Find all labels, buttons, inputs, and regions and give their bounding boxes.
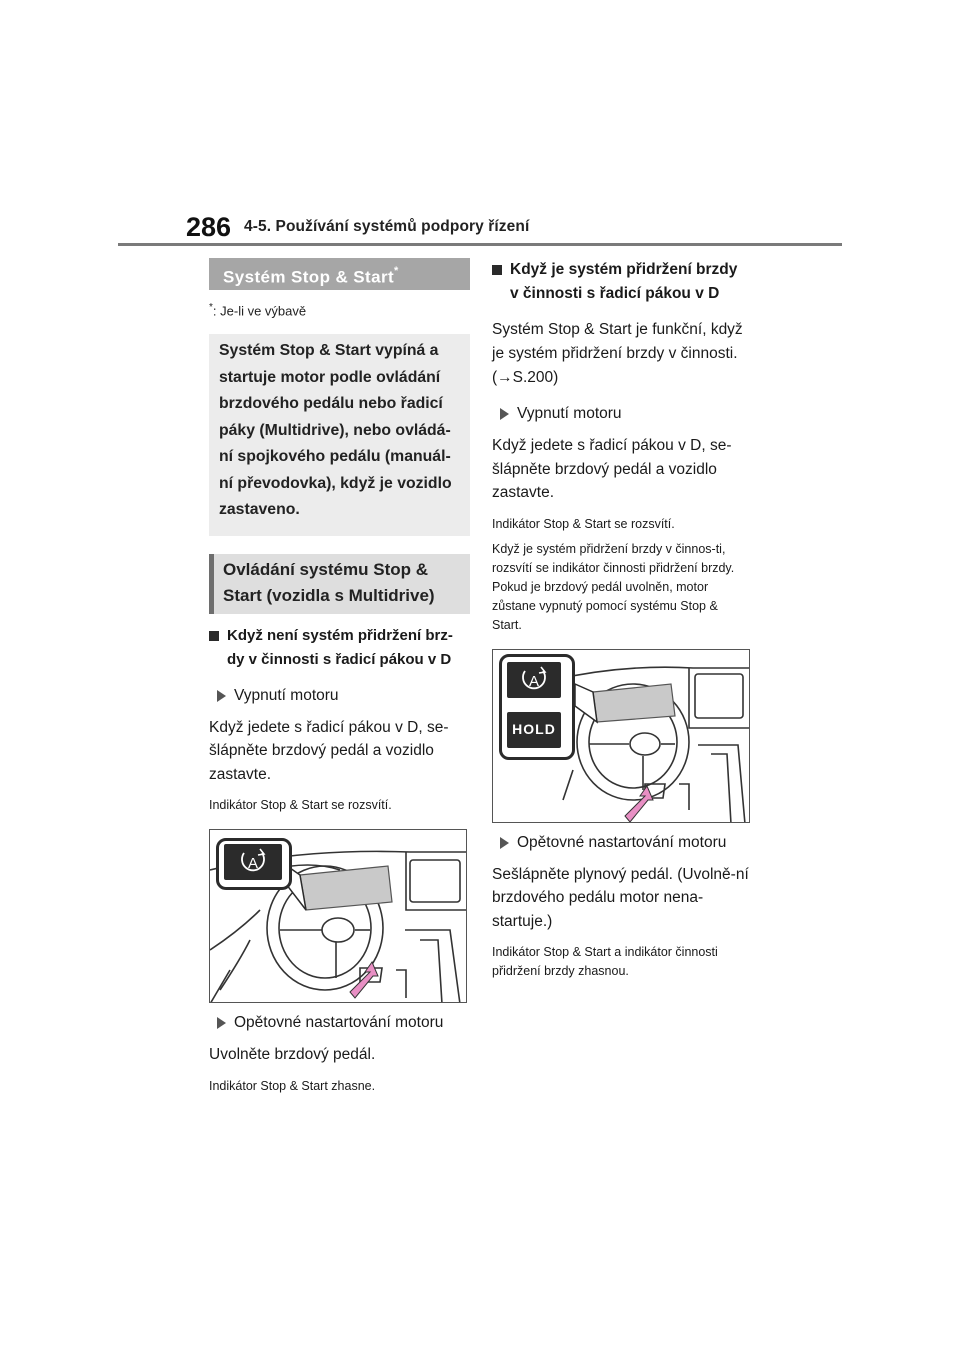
right-column bbox=[492, 258, 750, 981]
triangle-bullet-icon bbox=[500, 408, 509, 420]
stop-start-a-icon bbox=[224, 844, 282, 880]
dashboard-illustration bbox=[209, 829, 467, 1003]
sub-heading: Ovládání systému Stop & Start (vozidla s Multidrive) bbox=[209, 554, 470, 614]
step-label: Vypnutí motoru bbox=[234, 686, 339, 704]
step-engine-off bbox=[492, 402, 750, 426]
triangle-bullet-icon bbox=[217, 1017, 226, 1029]
step-text: Když jedete s řadicí pákou v D, se-šlápněte brzdový pedál a vozidlo zastavte. bbox=[209, 718, 449, 783]
topic-heading-mark: * bbox=[394, 265, 399, 277]
triangle-bullet-icon bbox=[500, 837, 509, 849]
dashboard-hold-illustration bbox=[492, 649, 750, 823]
intro-box: Systém Stop & Start vypíná a startuje motor podle ovládání brzdového pedálu nebo řadicí páky (Multidrive), nebo ovládá-ní spojkového pedálu (manuál-ní převodovka), když je vozidlo zastaveno. bbox=[209, 334, 470, 536]
square-bullet-icon bbox=[492, 265, 502, 275]
header-rule bbox=[118, 243, 842, 246]
topic-heading-text: Systém Stop & Start bbox=[223, 267, 395, 287]
brake-hold-indicator bbox=[507, 712, 561, 748]
hold-label: HOLD bbox=[512, 720, 556, 737]
case-heading-text: Když je systém přidržení brzdy v činnosti s řadicí pákou v D bbox=[510, 261, 738, 302]
case-text: Systém Stop & Start je funkční, když je systém přidržení brzdy v činnosti. (→S.200) bbox=[492, 321, 743, 386]
case-heading bbox=[209, 624, 470, 672]
step-text: Sešlápněte plynový pedál. (Uvolně-ní brzdového pedálu motor nena-startuje.) bbox=[492, 865, 749, 930]
stop-start-indicator bbox=[224, 844, 282, 880]
case-heading-text: Když není systém přidržení brz-dy v činnosti s řadicí pákou v D bbox=[227, 626, 453, 668]
footnote-text: : Je-li ve výbavě bbox=[212, 303, 307, 319]
step-text: Uvolněte brzdový pedál. bbox=[209, 1046, 376, 1064]
footnote-mark: * bbox=[209, 302, 213, 313]
step-engine-off bbox=[209, 684, 470, 708]
step-text: Když jedete s řadicí pákou v D, se-šlápněte brzdový pedál a vozidlo zastavte. bbox=[492, 437, 732, 501]
step-engine-restart bbox=[492, 831, 750, 855]
step-note: Indikátor Stop & Start se rozsvítí. bbox=[209, 798, 392, 813]
indicator-letter: A bbox=[528, 672, 540, 690]
square-bullet-icon bbox=[209, 631, 219, 641]
step-note: Indikátor Stop & Start a indikátor činnosti přidržení brzdy zhasnou. bbox=[492, 945, 718, 978]
step-label: Opětovné nastartování motoru bbox=[234, 1014, 444, 1032]
footnote bbox=[209, 302, 470, 318]
step-engine-restart bbox=[209, 1011, 470, 1035]
section-title: 4-5. Používání systémů podpory řízení bbox=[244, 218, 530, 235]
left-column bbox=[209, 258, 470, 1096]
triangle-bullet-icon bbox=[217, 690, 226, 702]
indicator-letter: A bbox=[247, 855, 259, 873]
step-note-hold: Když je systém přidržení brzdy v činnos-ti, rozsvítí se indikátor činnosti přidržení brzdy. Pokud je brzdový pedál uvolněn, motor zůstane vypnutý pomocí systému Stop & Start. bbox=[492, 541, 735, 632]
page-number: 286 bbox=[186, 212, 232, 242]
step-note: Indikátor Stop & Start se rozsvítí. bbox=[492, 516, 675, 531]
step-label: Vypnutí motoru bbox=[517, 405, 622, 422]
step-note: Indikátor Stop & Start zhasne. bbox=[209, 1078, 376, 1093]
topic-heading bbox=[209, 258, 470, 290]
stop-start-indicator bbox=[507, 662, 561, 698]
stop-start-a-icon bbox=[507, 662, 561, 698]
case-heading bbox=[492, 258, 750, 306]
step-label: Opětovné nastartování motoru bbox=[517, 833, 727, 851]
